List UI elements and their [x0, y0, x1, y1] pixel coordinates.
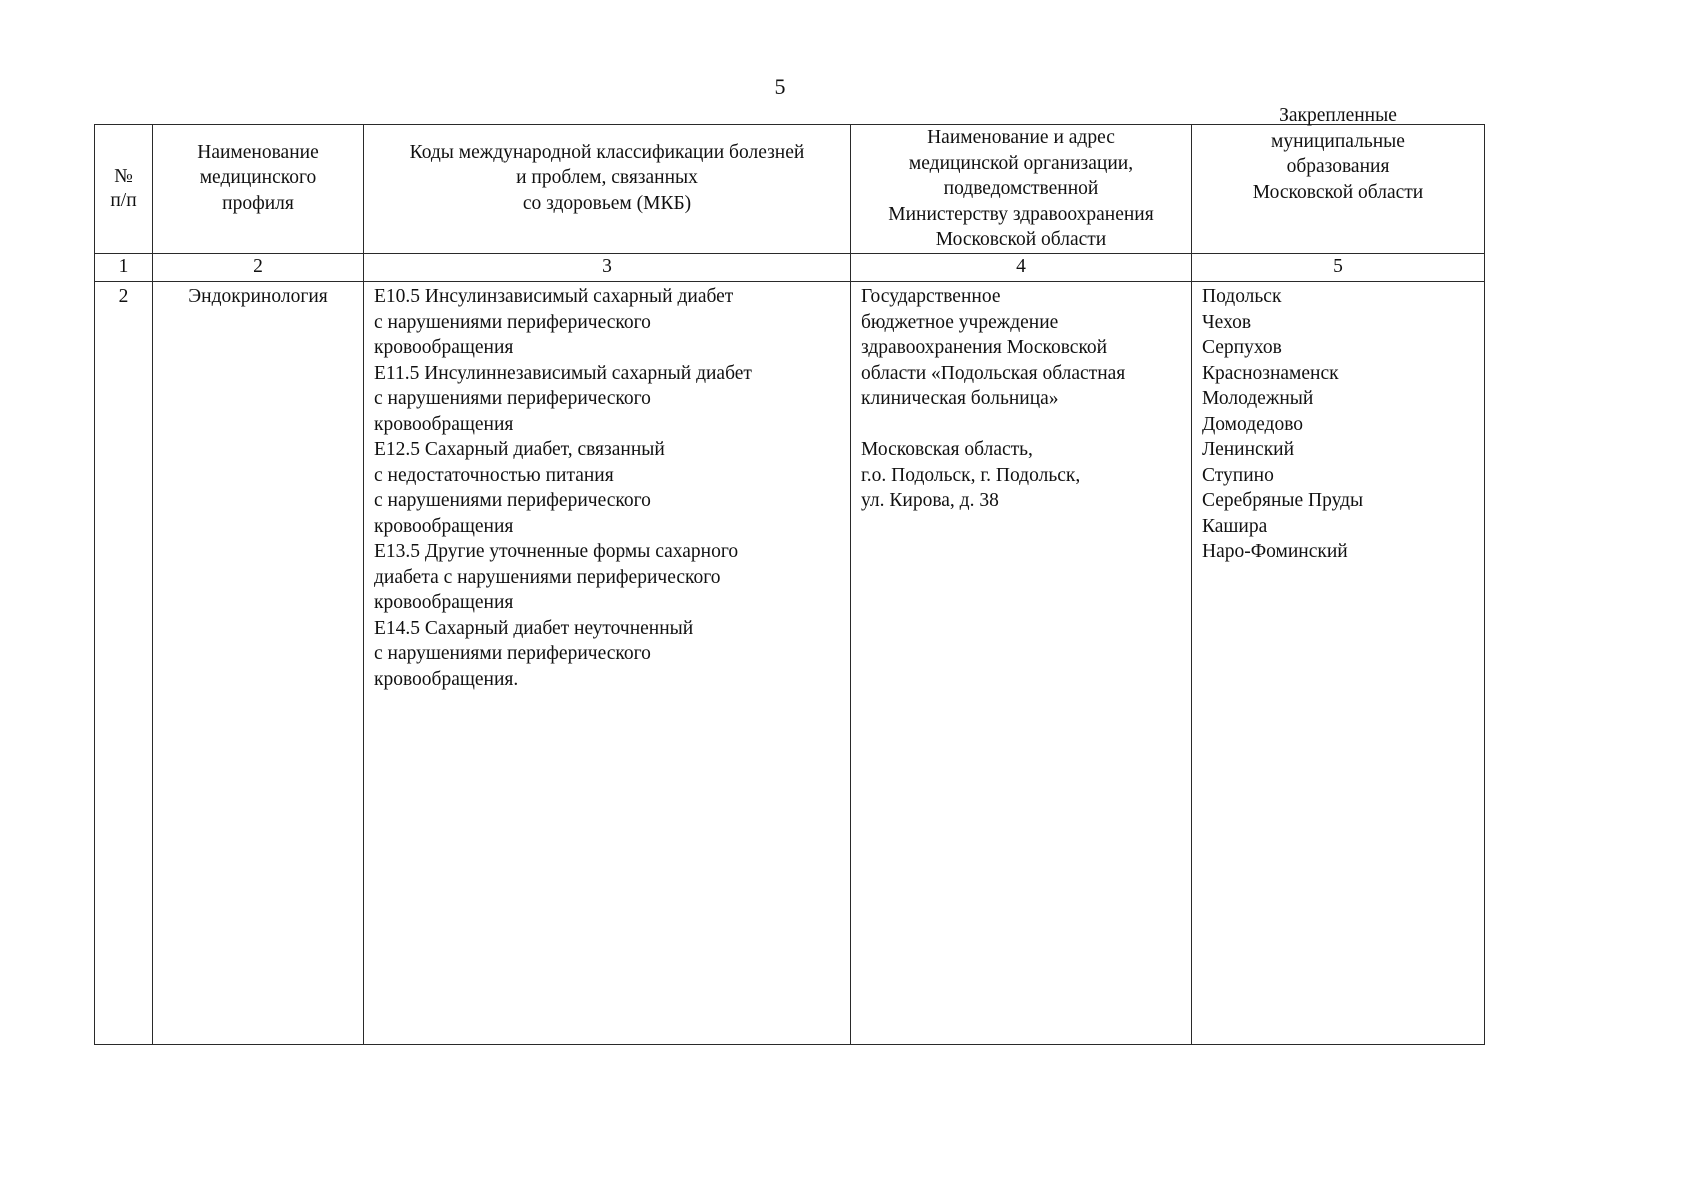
- municipality-item: Чехов: [1202, 311, 1252, 333]
- address-line: г.о. Подольск, г. Подольск,: [861, 464, 1081, 486]
- header-line: №: [114, 166, 133, 187]
- organization-line: здравоохранения Московской: [861, 337, 1108, 358]
- organization-line: клиническая больница»: [861, 388, 1059, 409]
- icd-code-line: кровообращения: [374, 337, 514, 358]
- header-col-organization: [851, 125, 1192, 254]
- header-line: Наименование и адрес: [927, 127, 1115, 148]
- municipality-item: Серпухов: [1202, 337, 1282, 358]
- column-number: 5: [1192, 254, 1485, 282]
- header-line: Наименование: [197, 141, 319, 163]
- municipality-item: Наро-Фоминский: [1202, 541, 1348, 562]
- header-line: муниципальные: [1271, 130, 1405, 152]
- header-line: Московской области: [935, 229, 1107, 250]
- header-col-icd-codes: [364, 125, 851, 254]
- icd-code-line: с нарушениями периферического: [374, 490, 651, 511]
- header-col-number: [95, 125, 153, 254]
- icd-code-line: Е13.5 Другие уточненные формы сахарного: [374, 541, 739, 562]
- icd-code-line: диабета с нарушениями периферического: [374, 566, 721, 588]
- column-number: 2: [153, 254, 364, 282]
- municipality-item: Домодедово: [1202, 413, 1304, 435]
- table-header-row: [95, 125, 1485, 254]
- municipality-item: Краснознаменск: [1202, 362, 1339, 384]
- header-line: п/п: [110, 190, 137, 211]
- icd-codes-cell: [364, 282, 851, 1045]
- icd-code-line: с нарушениями периферического: [374, 311, 651, 333]
- column-number-row: [95, 254, 1485, 282]
- referral-table: [94, 105, 1485, 1045]
- municipality-item: Ступино: [1202, 464, 1274, 486]
- header-line: подведомственной: [943, 178, 1099, 199]
- icd-code-line: Е10.5 Инсулинзависимый сахарный диабет: [374, 286, 734, 307]
- table-row: [95, 282, 1485, 1045]
- header-line: образования: [1286, 156, 1390, 177]
- header-line: медицинской организации,: [908, 152, 1134, 174]
- organization-line: Государственное: [861, 286, 1001, 307]
- header-line: Министерству здравоохранения: [888, 203, 1154, 225]
- row-number: 2: [95, 282, 153, 1045]
- municipalities-cell: [1192, 282, 1485, 1045]
- municipality-item: Молодежный: [1202, 388, 1314, 409]
- address-line: ул. Кирова, д. 38: [861, 490, 999, 511]
- icd-code-line: кровообращения: [374, 515, 514, 537]
- header-line: Московской области: [1252, 181, 1424, 203]
- icd-code-line: кровообращения: [374, 413, 514, 435]
- municipality-item: Ленинский: [1202, 439, 1295, 460]
- header-line: медицинского: [199, 167, 317, 189]
- header-line: со здоровьем (МКБ): [522, 192, 692, 214]
- icd-code-line: с недостаточностью питания: [374, 464, 614, 486]
- address-line: Московская область,: [861, 439, 1033, 460]
- header-col-profile: [153, 125, 364, 254]
- column-number: 1: [95, 254, 153, 282]
- municipality-item: Подольск: [1202, 286, 1282, 307]
- icd-code-line: кровообращения.: [374, 668, 519, 690]
- header-line: Коды международной классификации болезней: [409, 141, 805, 163]
- header-col-municipalities: [1192, 105, 1485, 254]
- icd-code-line: Е14.5 Сахарный диабет неуточненный: [374, 617, 694, 639]
- icd-code-line: Е12.5 Сахарный диабет, связанный: [374, 439, 665, 460]
- header-line: и проблем, связанных: [516, 167, 698, 189]
- icd-code-line: Е11.5 Инсулиннезависимый сахарный диабет: [374, 362, 752, 384]
- page-number: 5: [774, 74, 786, 99]
- municipality-item: Кашира: [1202, 515, 1268, 537]
- column-number: 3: [364, 254, 851, 282]
- icd-code-line: с нарушениями периферического: [374, 388, 651, 409]
- icd-code-line: кровообращения: [374, 592, 514, 613]
- header-line: профиля: [222, 192, 294, 214]
- municipality-item: Серебряные Пруды: [1202, 490, 1364, 511]
- header-line: Закрепленные: [1279, 105, 1397, 126]
- medical-profile: Эндокринология: [153, 282, 364, 1045]
- icd-code-line: с нарушениями периферического: [374, 643, 651, 664]
- column-number: 4: [851, 254, 1192, 282]
- organization-cell: [851, 282, 1192, 1045]
- organization-line: области «Подольская областная: [861, 362, 1126, 384]
- organization-line: бюджетное учреждение: [861, 311, 1059, 333]
